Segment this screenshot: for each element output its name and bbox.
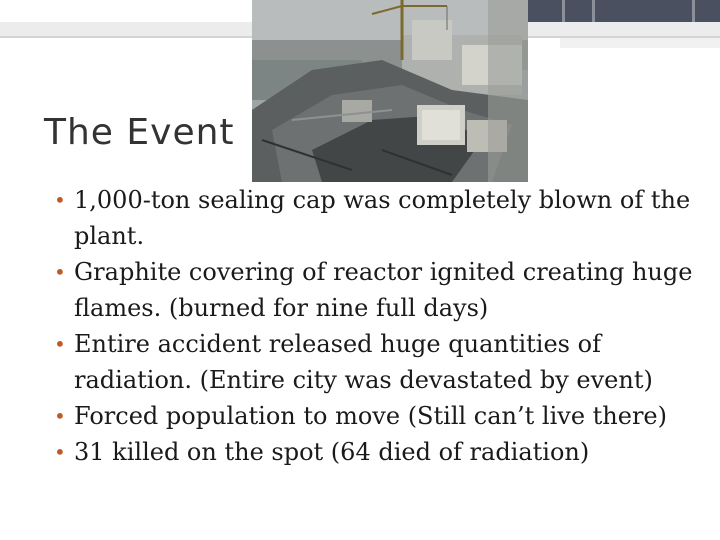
band-stripe — [692, 0, 695, 22]
top-rule-short — [560, 38, 720, 48]
top-dark-band — [528, 0, 720, 22]
bullet-text: Graphite covering of reactor ignited creating huge flames. (burned for nine full days) — [74, 258, 693, 322]
bullet-item — [54, 182, 694, 254]
bullet-item — [54, 434, 694, 470]
band-stripe — [562, 0, 565, 22]
bullet-text: Forced population to move (Still can’t live there) — [74, 402, 667, 430]
bullet-text: Entire accident released huge quantities of radiation. (Entire city was devastated by event) — [74, 330, 653, 394]
bullet-icon: • — [54, 404, 66, 428]
bullet-icon: • — [54, 332, 66, 356]
slide-title: The Event — [44, 112, 235, 153]
bullet-text: 1,000-ton sealing cap was completely blown of the plant. — [74, 186, 691, 250]
band-stripe — [592, 0, 595, 22]
bullet-icon: • — [54, 440, 66, 464]
bullet-icon: • — [54, 188, 66, 212]
bullet-item — [54, 398, 694, 434]
bullet-item — [54, 254, 694, 326]
bullet-icon: • — [54, 260, 66, 284]
bullet-item — [54, 326, 694, 398]
reactor-photo-drawing — [252, 0, 528, 182]
reactor-photo — [252, 0, 528, 182]
bullet-list — [54, 182, 694, 470]
bullet-text: 31 killed on the spot (64 died of radiation) — [74, 438, 590, 466]
